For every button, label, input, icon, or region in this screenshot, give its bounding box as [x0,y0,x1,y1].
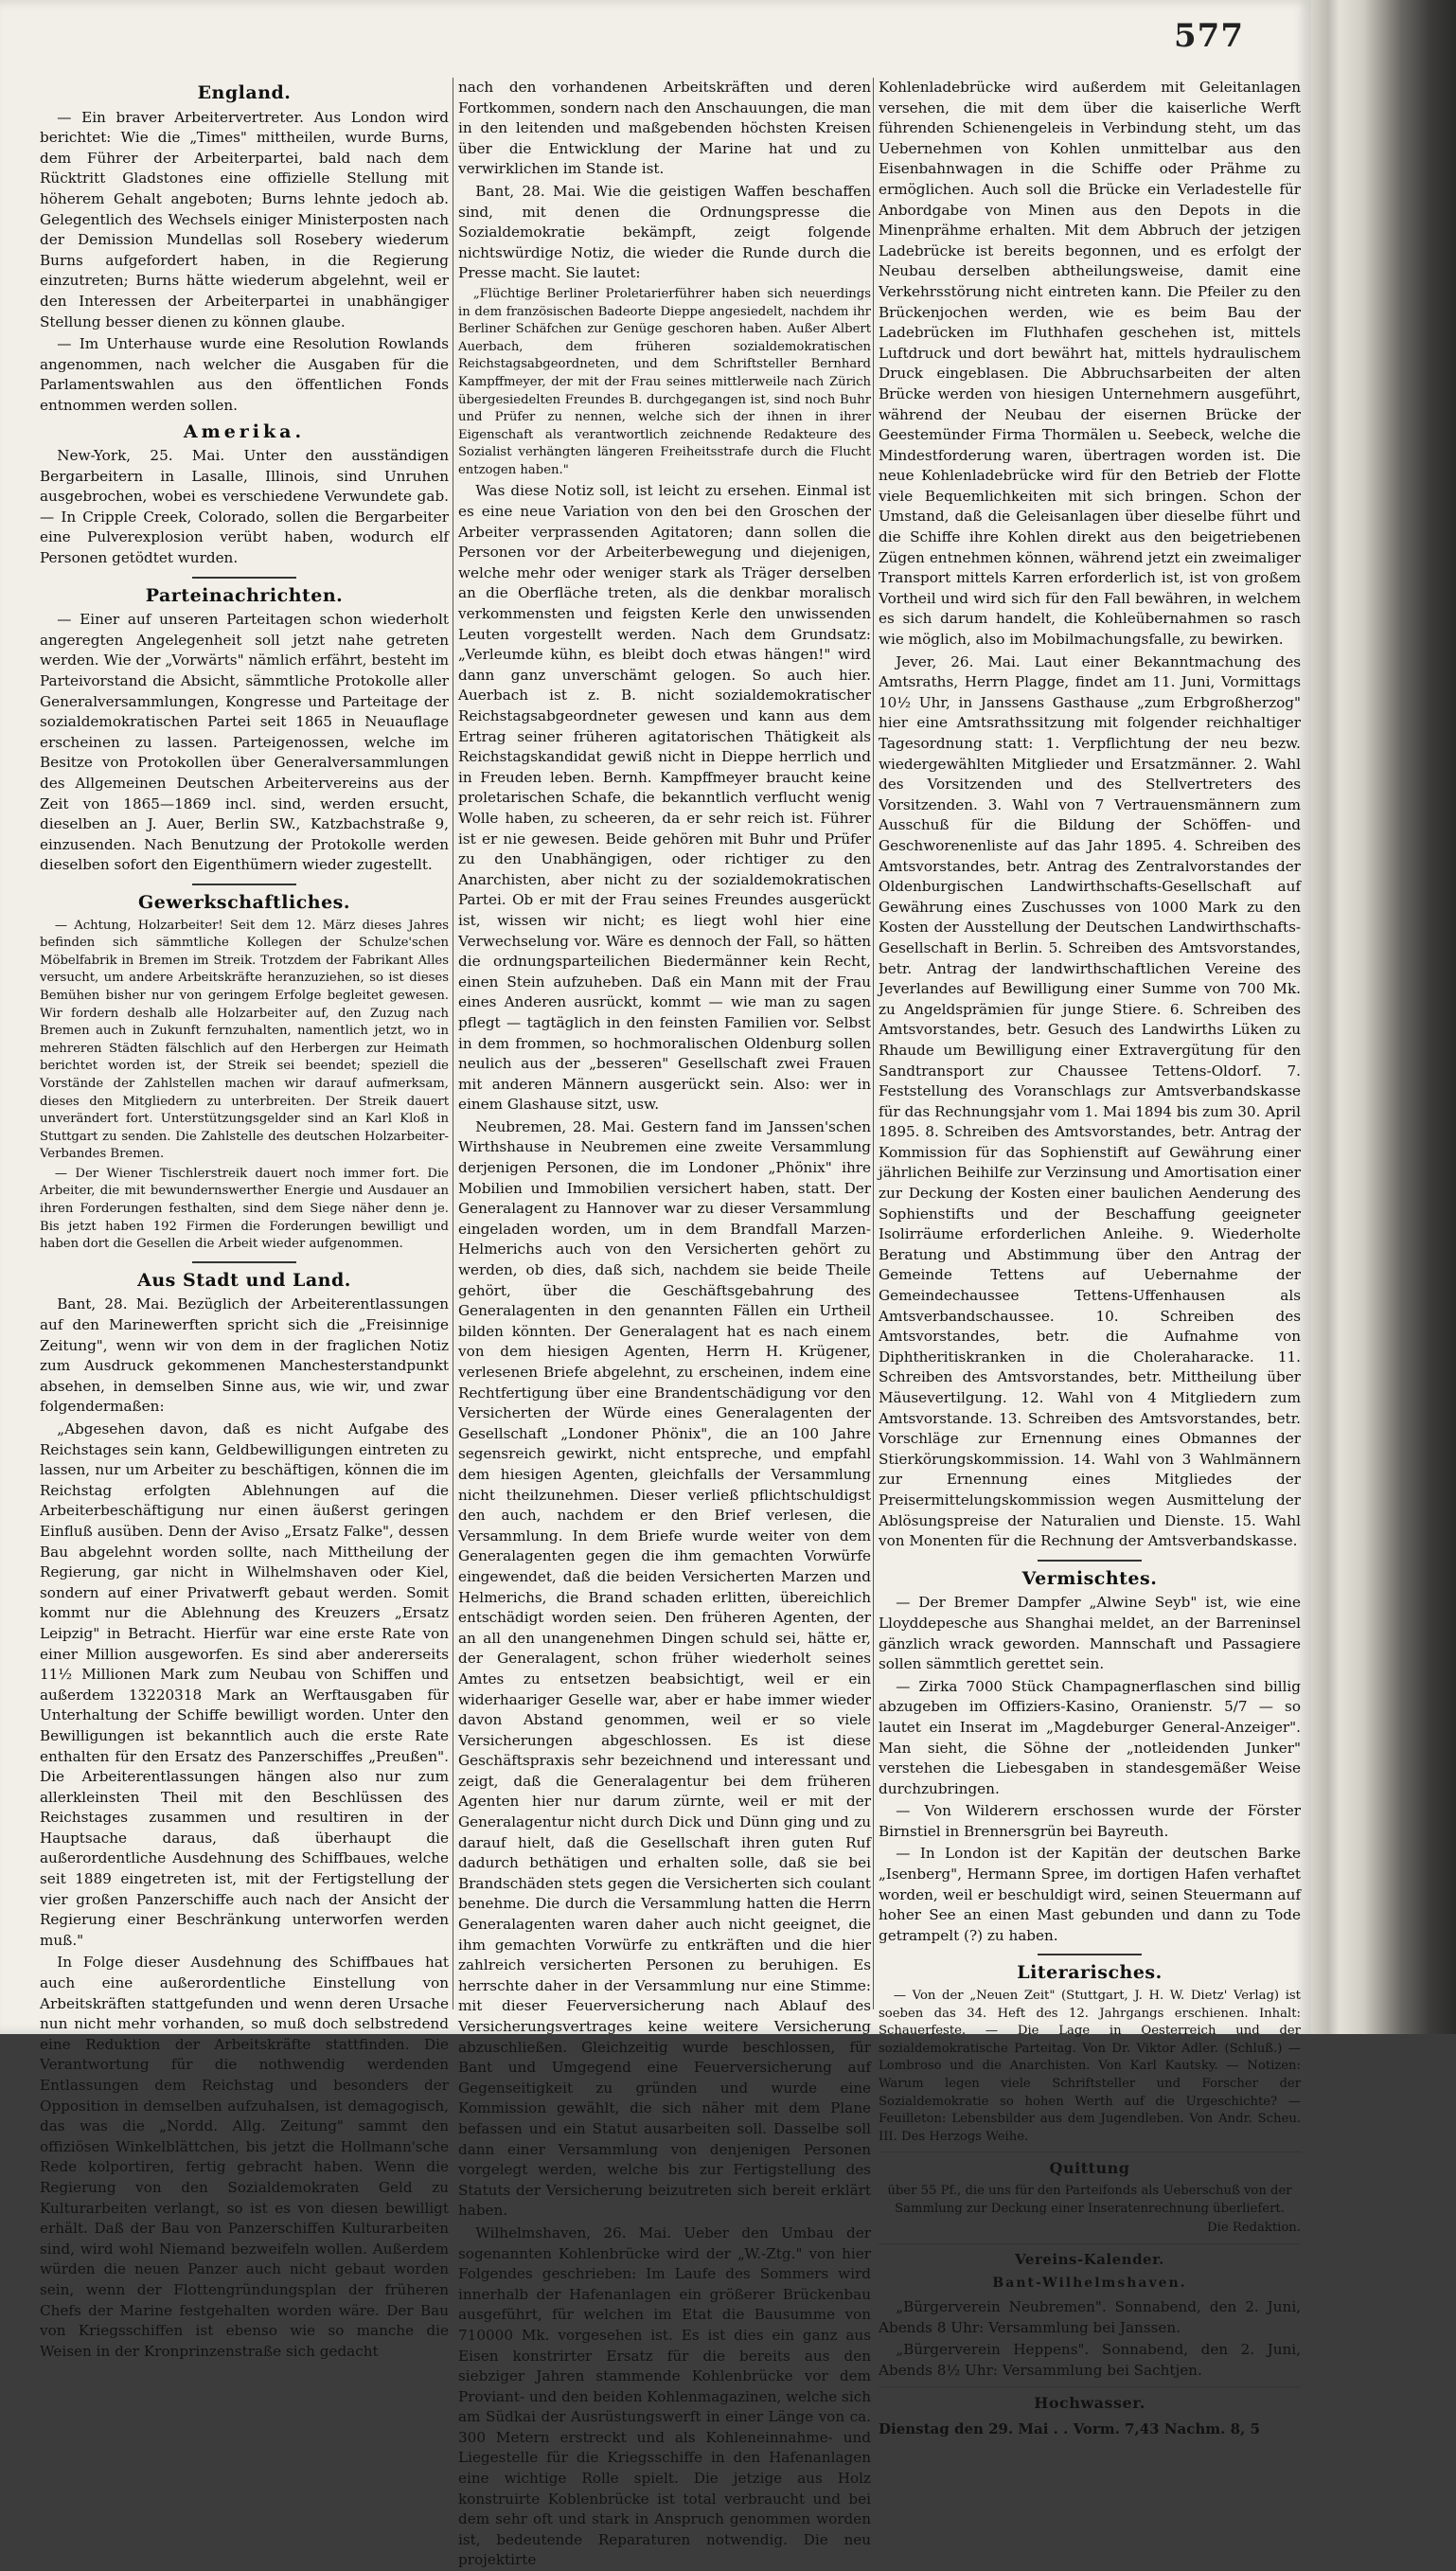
section-heading-england: England. [197,82,292,103]
section-heading-amerika: Amerika. [183,420,306,442]
article-paragraph: Wilhelmshaven, 26. Mai. Ueber den Umbau der sogenannten Kohlenbrücke wird der „W.-Ztg." von hier Folgendes geschrieben: Im Laufe des Sommers wird innerhalb der Hafenanlagen ein größerer Brückenbau ausgeführt, für welchen im Etat die Bausumme von 710000 Mk. vorgesehen ist. Es ist dies ein ganz aus Eisen konstrirter Ersatz für die bereits aus den siebziger Jahren stammende Kohlenbrücke vor dem Proviant- und den beiden Kohlenmagazinen, welche sich am Südkai der Ausrüstungswerft in einer Länge von ca. 300 Metern erstreckt und als Kohleneinnahme- und Liegestelle für die Kriegsschiffe in den Hafenanlagen eine wichtige Rolle spielt. Die jetzige aus Holz konstruirte Koblenbrücke ist total verbraucht und bei dem sehr oft und stark in Anspruch genommen worden ist, bedeutende Reparaturen notwendig. Die neu projektirte [458,2223,871,2569]
right-column [879,78,1301,2437]
article-paragraph: — Von Wilderern erschossen wurde der Förster Birnstiel in Brennersgrün bei Bayreuth. [879,1802,1301,1840]
quittung-text: über 55 Pf., die uns für den Parteifonds als Ueberschuß von der Sammlung zur Deckung einer Inseratenrechnung überliefert. [887,2183,1292,2216]
article-paragraph: Jever, 26. Mai. Laut einer Bekanntmachung des Amtsraths, Herrn Plagge, findet am 11. Juni, Vormittags 10½ Uhr, in Janssens Gasthause „zum Erbgroßherzog" hier eine Amtsrathssitzung mit folgender reichhaltiger Tagesordnung statt: 1. Verpflichtung der neu bezw. wiedergewählten Mitglieder und Ersatzmänner. 2. Wahl des Vorsitzenden und des Stellvertreters des Vorsitzenden. 3. Wahl von 7 Vertrauensmännern zum Ausschuß für die Bildung der Schöffen- und Geschworenenliste auf das Jahr 1895. 4. Schreiben des Amtsvorstandes, betr. Antrag des Zentralvorstandes der Oldenburgischen Landwirthschafts-Gesellschaft auf Gewährung eines Zuschusses von 1000 Mark zu den Kosten der Ausstellung der Deutschen Landwirthschafts-Gesellschaft in Berlin. 5. Schreiben des Amtsvorstandes, betr. Antrag der landwirthschaftlichen Vereine des Jeverlandes auf Bewilligung einer Summe von 700 Mk. zu Angeldsprämien für junge Stiere. 6. Schreiben des Amtsvorstandes, betr. Gesuch des Landwirths Lüken zu Rhaude um Bewilligung einer Extravergütung für den Sandtransport zur Chaussee Tettens-Oldorf. 7. Feststellung des Voranschlags zur Amtsverbandskasse für das Rechnungsjahr vom 1. Mai 1894 bis zum 30. April 1895. 8. Schreiben des Amtsvorstandes, betr. Antrag der Kommission für das Sophienstift auf Gewährung einer jährlichen Beihilfe zur Verzinsung und Amortisation einer zur Deckung der Kosten einer baulichen Aenderung des Sophienstifts und der Beschaffung geeigneter Isolirräume erforderlichen Anleihe. 9. Wiederholte Beratung und Abstimmung über den Antrag der Gemeinde Tettens auf Uebernahme der Gemeindechaussee Tettens-Uffenhausen als Amtsverbandschaussee. 10. Schreiben des Amtsvorstandes, betr. die Aufnahme von Diphtheritiskranken in die Choleraharacke. 11. Schreiben des Amtsvorstandes, betr. Mittheilung über Mäusevertilgung. 12. Wahl von 4 Mitgliedern zum Amtsvorstande. 13. Schreiben des Amtsvorstandes, betr. Vorschläge zur Ernennung eines Obmannes der Stierkörungskommission. 14. Wahl von 3 Wahlmännern zur Ernennung eines Mitgliedes der Preisermittelungskommission wegen Ausmittelung der Ablösungspreise der Naturalien und Dienste. 15. Wahl von Monenten für die Rechnung der Amtsverbandskasse. [879,652,1301,1550]
article-paragraph: — Der Bremer Dampfer „Alwine Seyb" ist, wie eine Lloyddepesche aus Shanghai meldet, an der Barreninsel gänzlich wrack geworden. Mannschaft und Passagiere sollen sämmtlich gerettet sein. [879,1594,1301,1673]
page-number: 577 [1174,17,1244,55]
article-paragraph: Kohlenladebrücke wird außerdem mit Geleitanlagen versehen, die mit dem über die kaiserliche Werft führenden Schienengeleis in Verbindung steht, um das Uebernehmen von Kohlen unmittelbar aus den Eisenbahnwagen in die Schiffe oder Prähme zu ermöglichen. Auch soll die Brücke ein Verladestelle für Anbordgabe von Minen aus den Depots in die Minenprähme erhalten. Mit dem Abbruch der jetzigen Ladebrücke ist bereits begonnen, und es erfolgt der Neubau derselben abtheilungsweise, damit eine Verkehrsstörung nicht eintreten kann. Die Pfeiler zu den Brückenjochen werden, wie es beim Bau der Ladebrücken im Fluthhafen geschehen ist, mittels Luftdruck und dort bewährt hat, mittels hydraulischem Druck eingeblasen. Die Abbruchsarbeiten der alten Brücke werden von hiesigen Unternehmern ausgeführt, während der Neubau der eisernen Brücke der Geestemünder Firma Thormälen u. Seebeck, welche die Mindestforderung waren, übertragen worden ist. Die neue Kohlenladebrücke wird für den Betrieb der Flotte viele Bequemlichkeiten mit sich bringen. Schon der Umstand, daß die Geleisanlagen über dieselbe führt und die Schiffe ihre Kohlen direkt aus den beigetriebenen Zügen entnehmen können, während jetzt ein zweimaliger Transport mittels Karren erforderlich ist, ist von großem Vortheil und wird sich für den Fall bewähren, in welchem es sich darum handelt, die Kohleübernahmen so rasch wie möglich, also im Mobilmachungsfalle, zu bewirken. [879,79,1301,649]
article-paragraph: Bant, 28. Mai. Wie die geistigen Waffen beschaffen sind, mit denen die Ordnungspresse die Sozialdemokratie bekämpft, zeigt folgende nichtswürdige Notiz, die wieder die Runde durch die Presse macht. Sie lautet: [458,182,871,282]
section-divider [879,2151,1301,2152]
article-paragraph: In Folge dieser Ausdehnung des Schiffbaues hat auch eine außerordentliche Einstellung von Arbeitskräften stattgefunden und wenn deren Ursache nun nicht mehr vorhanden, so muß doch selbstredend eine Reduktion der Arbeitskräfte stattfinden. Die Verantwortung für die nothwendig werdenden Entlassungen dem Reichstag und besonders der Opposition in demselben aufzuhalsen, ist demagogisch, das was die „Nordd. Allg. Zeitung" sammt den offiziösen Winkelblättchen, bis jetzt die Hollmann'sche Rede kolportiren, fertig gebracht haben. Wenn die Regierung von den Sozialdemokraten Geld zu Kulturarbeiten verlangt, so ist es von diesen bewilligt erhält. Daß der Bau von Panzerschiffen Kulturarbeiten sind, wird wohl Niemand bezweifeln wollen. Außerdem würden die neuen Panzer auch nicht gebaut worden sein, wenn der Flottengründungsplan der früheren Chefs der Marine festgehalten worden wäre. Der Bau von Kriegsschiffen ist ebenso wie so manche die Weisen in der Kronprinzenstraße sich gedacht [40,1954,449,2360]
vereins-subheading: Bant-Wilhelmshaven. [992,2276,1187,2292]
section-heading-vermischtes: Vermischtes. [1021,1567,1158,1589]
article-paragraph: Was diese Notiz soll, ist leicht zu ersehen. Einmal ist es eine neue Variation von den bei den Groschen der Arbeiter verprassenden Agitatoren; dann sollen die Personen vor der Arbeiterbewegung und diejenigen, welche mehr oder weniger stark als Träger derselben an die Oberfläche treten, als die denkbar moralisch verkommensten und feigsten Kerle den unwissenden Leuten vorgestellt werden. Nach dem Grundsatz: „Verleumde kühn, es bleibt doch etwas hängen!" wird dann ganz unverschämt gelogen. So auch hier. Auerbach ist z. B. nicht sozialdemokratischer Reichstagsabgeordneter gewesen und kann aus dem Ertrag seiner früheren agitatorischen Thätigkeit als Reichstagskandidat gewiß nicht in Dieppe herrlich und in Freuden leben. Bernh. Kampffmeyer braucht keine proletarischen Schafe, die bekanntlich verflucht wenig Wolle haben, zu scheeren, da er sehr reich ist. Führer ist er nie gewesen. Beide gehören mit Buhr und Prüfer zu den Unabhängigen, oder richtiger zu den Anarchisten, aber nicht zu der sozialdemokratischen Partei. Ob er mit der Frau seines Freundes ausgerückt ist, wissen wir nicht; es liegt wohl hier eine Verwechselung vor. Wäre es dennoch der Fall, so hätten die ordnungsparteilichen Biedermänner kein Recht, einen Stein aufzuheben. Daß ein Mann mit der Frau eines Anderen ausrückt, kommt — wie man zu sagen pflegt — tagtäglich in den feinsten Familien vor. Selbst in dem frommen, so hochmoralischen Oldenburg sollen neulich aus der „besseren" Gesellschaft zwei Frauen mit anderen Männern ausgerückt sein. Also: wer in einem Glashause sitzt, usw. [458,482,871,1114]
hochwasser-line: Dienstag den 29. Mai . . Vorm. 7,43 Nachm. 8, 5 [879,2419,1260,2437]
section-heading-vereins: Vereins-Kalender. [1015,2250,1164,2268]
article-paragraph: — Von der „Neuen Zeit" (Stuttgart, J. H. W. Dietz' Verlag) ist soeben das 34. Heft des 12. Jahrgangs erschienen. Inhalt: Schauerfeste. — Die Lage in Oesterreich und der sozialdemokratische Parteitag. Von Dr. Viktor Adler. (Schluß.) — Lombroso und die Anarchisten. Von Karl Kautsky. — Notizen: Warum legen viele Schriftsteller und Forscher der Sozialdemokratie so hohen Werth auf die Urgeschichte? — Feuilleton: Lebensbilder aus dem Jugendleben. Von Andr. Scheu. III. Des Herzogs Weihe. [879,1989,1301,2144]
section-divider [879,2243,1301,2244]
section-heading-quittung: Quittung [1049,2159,1130,2178]
section-heading-gewerkschaft: Gewerkschaftliches. [138,891,350,913]
section-divider [879,2386,1301,2387]
article-paragraph: „Abgesehen davon, daß es nicht Aufgabe des Reichstages sein kann, Geldbewilligungen eintreten zu lassen, nur um Arbeiter zu beschäftigen, können die im Reichstag erfolgten Ablehnungen auf die Arbeiterbeschäftigung nur einen äußerst geringen Einfluß ausüben. Denn der Aviso „Ersatz Falke", dessen Bau abgelehnt worden sollte, nach Mittheilung der Regierung, gar nicht in Wilhelmshaven oder Kiel, sondern auf einer Privatwerft gebaut werden. Somit kommt nur die Ablehnung des Kreuzers „Ersatz Leipzig" in Betracht. Hierfür war eine erste Rate von einer Million ausgeworfen. Es sind aber andererseits 11½ Millionen Mark zum Neubau von Schiffen und außerdem 13220318 Mark an Werftausgaben für Unterhaltung der Schiffe bewilligt worden. Unter den Bewilligungen ist bekanntlich auch die erste Rate enthalten für den Ersatz des Panzerschiffes „Preußen". Die Arbeiterentlassungen hängen also nur zum allerkleinsten Theil mit den Beschlüssen des Reichstages zusammen und resultiren in der Hauptsache daraus, daß überhaupt die außerordentliche Ausdehnung des Schiffbaues, welche seit 1889 eingetreten ist, mit der Fertigstellung der vier großen Panzerschiffe auch nach der Ansicht der Regierung einer Beschränkung unterworfen werden muß." [40,1420,449,1949]
section-divider [192,884,296,885]
section-heading-hochwasser: Hochwasser. [1034,2394,1145,2413]
article-paragraph: Bant, 28. Mai. Bezüglich der Arbeiterentlassungen auf den Marinewerften spricht sich die „Freisinnige Zeitung", wenn wir von dem in der fraglichen Notiz zum Ausdruck gekommenen Manchesterstandpunkt absehen, in demselben Sinne aus, wie wir, und zwar folgendermaßen: [40,1295,449,1416]
middle-column [458,78,871,2569]
section-divider [1038,1560,1142,1562]
article-paragraph: — Zirka 7000 Stück Champagnerflaschen sind billig abzugeben im Offiziers-Kasino, Oranienstr. 5/7 — so lautet ein Inserat im „Magdeburger General-Anzeiger". Man sieht, die Söhne der „notleidenden Junker" verstehen die Liebesgaben in standesgemäßer Weise durchzubringen. [879,1677,1301,1797]
article-paragraph: — Achtung, Holzarbeiter! Seit dem 12. März dieses Jahres befinden sich sämmtliche Kollegen der Schulze'schen Möbelfabrik in Bremen im Streik. Trotzdem der Fabrikant Alles versucht, um andere Arbeitskräfte heranzuziehen, so ist dieses Bemühen bisher nur von geringem Erfolge begleitet gewesen. Wir fordern deshalb alle Holzarbeiter auf, den Zuzug nach Bremen auch in Zukunft fernzuhalten, namentlich jetzt, wo in mehreren Städten fälschlich auf den Herbergen zur Heimath berichtet worden ist, der Streik sei beendet; speziell die Vorstände der Zahlstellen machen wir darauf aufmerksam, dieses den Mitgliedern zu unterbreiten. Der Streik dauert unverändert fort. Unterstützungsgelder sind an Karl Kloß in Stuttgart zu senden. Die Zahlstelle des deutschen Holzarbeiter-Verbandes Bremen. [40,918,449,1162]
section-heading-literarisches: Literarisches. [1017,1962,1163,1984]
section-divider [192,1261,296,1263]
article-paragraph: — Einer auf unseren Parteitagen schon wiederholt angeregten Angelegenheit soll jetzt nahe getreten werden. Wie der „Vorwärts" nämlich erfährt, besteht im Parteivorstand die Absicht, sämmtliche Protokolle aller Generalversammlungen, Kongresse und Parteitage der sozialdemokratischen Partei seit 1865 in Neuauflage erscheinen zu lassen. Parteigenossen, welche im Besitze von Protokollen über Generalversammlungen des Allgemeinen Deutschen Arbeitervereins aus der Zeit von 1865—1869 incl. sind, werden ersucht, dieselben an J. Auer, Berlin SW., Katzbachstraße 9, einzusenden. Nach Benutzung der Protokolle werden dieselben sofort den Eigenthümern wieder zugestellt. [40,611,449,874]
article-paragraph: — Der Wiener Tischlerstreik dauert noch immer fort. Die Arbeiter, die mit bewundernswerther Energie und Ausdauer an ihren Forderungen festhalten, sind dem Siege näher denn je. Bis jetzt haben 192 Firmen die Forderungen bewilligt und haben dort die Gesellen die Arbeit wieder aufgenommen. [40,1166,449,1252]
article-paragraph: — Im Unterhause wurde eine Resolution Rowlands angenommen, nach welcher die Ausgaben für die Parlamentswahlen aus den öffentlichen Fonds entnommen werden sollen. [40,335,449,414]
quoted-notice: „Flüchtige Berliner Proletarierführer haben sich neuerdings in dem französischen Badeorte Dieppe angesiedelt, nachdem ihr Berliner Schäfchen zur Genüge geschoren haben. Außer Albert Auerbach, dem früheren sozialdemokratischen Reichstagsabgeordneten, und dem Schriftsteller Bernhard Kampffmeyer, der mit der Frau seines mittlerweile nach Zürich übergesiedelten Freundes B. durchgegangen ist, sind noch Buhr und Prüfer zu nennen, welche sich der ihnen in ihrer Eigenschaft als verantwortlich zeichnende Redakteure des Sozialist verhängten längeren Freiheitsstrafe durch die Flucht entzogen haben." [458,286,871,477]
book-binding-edge [1311,0,1456,2034]
article-paragraph: New-York, 25. Mai. Unter den ausständigen Bergarbeitern in Lasalle, Illinois, sind Unruhen ausgebrochen, wobei es verschiedene Verwundete gab. — In Cripple Creek, Colorado, sollen die Bergarbeiter eine Pulverexplosion verübt haben, wodurch elf Personen getödtet wurden. [40,447,449,567]
article-paragraph: — Ein braver Arbeitervertreter. Aus London wird berichtet: Wie die „Times" mittheilen, wurde Burns, dem Führer der Arbeiterpartei, bald nach dem Rücktritt Gladstones eine offizielle Stellung mit höherem Gehalt angeboten; Burns lehnte jedoch ab. Gelegentlich des Wechsels einiger Ministerposten nach der Demission Mundellas soll Rosebery wiederum Burns aufgefordert haben, in die Regierung einzutreten; Burns hätte wiederum abgelehnt, weil er den Interessen der Arbeiterpartei in unabhängiger Stellung besser dienen zu können glaube. [40,108,449,330]
column-rule [873,78,874,2009]
article-paragraph: nach den vorhandenen Arbeitskräften und deren Fortkommen, sondern nach den Anschauungen, die man in den leitenden und maßgebenden höchsten Kreisen über die Entwicklung der Marine hat und zu verwirklichen im Stande ist. [458,79,871,178]
vereins-entry: „Bürgerverein Heppens". Sonnabend, den 2. Juni, Abends 8½ Uhr: Versammlung bei Sachtjen. [879,2341,1301,2379]
left-column [40,78,449,2360]
article-paragraph: — In London ist der Kapitän der deutschen Barke „Isenberg", Hermann Spree, im dortigen Hafen verhaftet worden, weil er beschuldigt wird, seinen Steuermann auf hoher See an einen Mast gebunden und dann zu Tode getrampelt (?) zu haben. [879,1845,1301,1944]
quittung-signature: Die Redaktion. [1207,2221,1301,2236]
section-divider [1038,1954,1142,1955]
section-heading-partei: Parteinachrichten. [145,584,344,606]
article-paragraph: Neubremen, 28. Mai. Gestern fand im Janssen'schen Wirthshause in Neubremen eine zweite Versammlung derjenigen Personen, die im Londoner „Phönix" ihre Mobilien und Immobilien versichert haben, statt. Der Generalagent zu Hannover war zu dieser Versammlung eingeladen worden, um in dem Brandfall Marzen-Helmerichs auch von den Versicherten gehört zu werden, ob dies, daß sich, nachdem sie beide Theile gehört, über die Geschäftsgebahrung des Generalagenten in den genannten Fällen ein Urtheil bilden könnten. Der Generalagent hat es nach einem von dem hiesigen Agenten, Herrn H. Krügener, verlesenen Briefe abgelehnt, zu erscheinen, indem eine Rechtfertigung über eine Brandentschädigung vor den Versicherten der Würde eines Generalagenten der Gesellschaft „Londoner Phönix", die an 100 Jahre segensreich gewirkt, nicht entspreche, und empfahl dem hiesigen Agenten, gleichfalls der Versammlung nicht theilzunehmen. Dieser verließ pflichtschuldigst den auch, nachdem er den Brief verlesen, die Versammlung. In dem Briefe wurde weiter von dem Generalagenten gegen die ihm gemachten Vorwürfe eingewendet, daß die beiden Versicherten Marzen und Helmerichs, die Brand schaden erlitten, übereichlich entschädigt worden seien. Den früheren Agenten, der an all den unangenehmen Dingen schuld sei, hätte er, der Generalagent, schon früher wiederholt seines Amtes zu entsetzen beabsichtigt, weil er ein widerhaariger Geselle war, aber er habe immer wieder davon Abstand genommen, weil er so viele Versicherungen abgeschlossen. Es ist diese Geschäftspraxis sehr bezeichnend und interessant und zeigt, daß die Generalagentur bei dem früheren Agenten hier nur darum zürnte, weil er mit der Generalagentur nicht durch Dick und Dünn ging und zu darauf hielt, daß die Gesellschaft ihren guten Ruf dadurch bethätigen und erhalten solle, daß sie bei Brandschäden stets gegen die Versicherten sich coulant benehme. Die durch die Versammlung hatten die Herrn Generalagenten waren daher auch nicht geeignet, die ihm gemachten Vorwürfe zu entkräften und die hier zahlreich versicherten Personen zu beruhigen. Es herrschte daher in der Versammlung nur eine Stimme: mit dieser Feuerversicherung nach Ablauf des Versicherungsvertrages keine weitere Versicherung abzuschließen. Gleichzeitig wurde beschlossen, für Bant und Umgegend eine Feuerversicherung auf Gegenseitigkeit zu gründen und wurde eine Kommission gewählt, die sich näher mit dem Plane befassen und ein Statut ausarbeiten soll. Dasselbe soll dann einer Versammlung von denjenigen Personen vorgelegt werden, welche bis zur Fertigstellung des Statuts der Versicherung beizutreten sich bereit erklärt haben. [458,1117,871,2220]
section-heading-stadt: Aus Stadt und Land. [137,1269,351,1291]
section-divider [192,577,296,579]
vereins-entry: „Bürgerverein Neubremen". Sonnabend, den 2. Juni, Abends 8 Uhr: Versammlung bei Janssen. [879,2297,1301,2336]
